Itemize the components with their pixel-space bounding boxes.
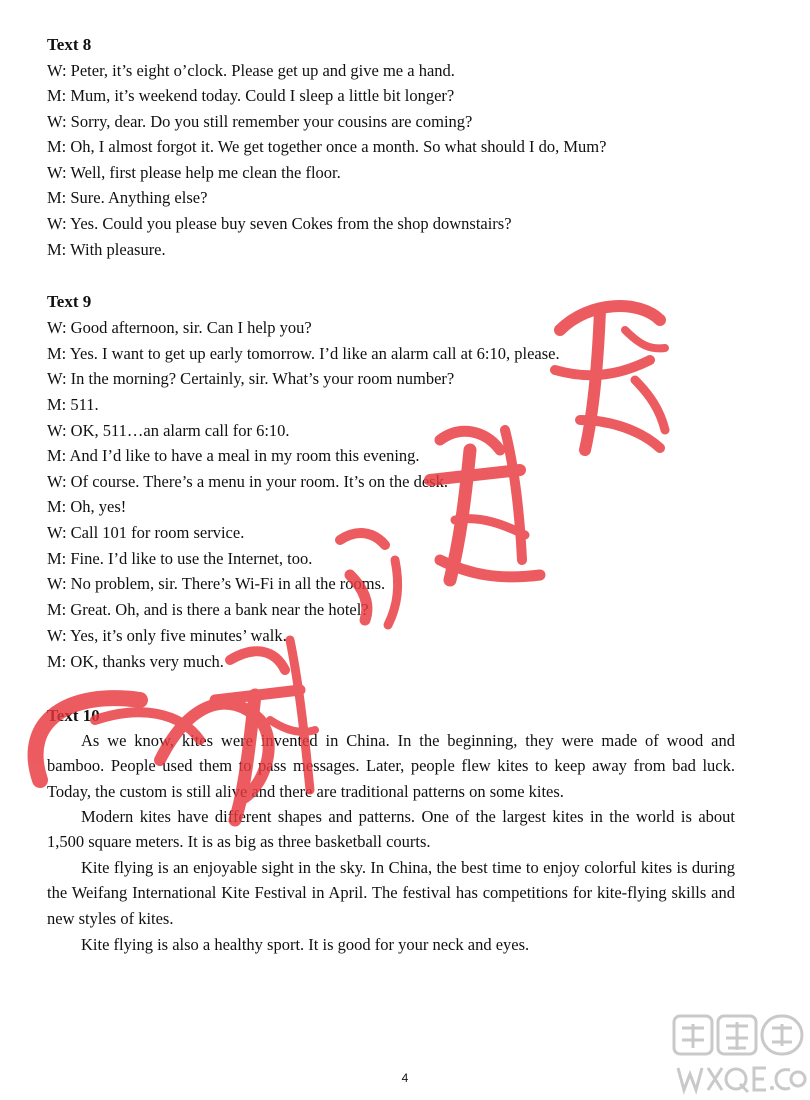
- text8-line: M: With pleasure.: [47, 240, 166, 259]
- text8-line: W: Peter, it’s eight o’clock. Please get up and give me a hand.: [47, 61, 455, 80]
- text9-line: W: Of course. There’s a menu in your room. It’s on the desk.: [47, 472, 448, 491]
- text8-line: W: Sorry, dear. Do you still remember your cousins are coming?: [47, 112, 473, 131]
- text10-paragraph: Modern kites have different shapes and patterns. One of the largest kites in the world is about 1,500 square meters. It is as big as three basketball courts.: [47, 807, 735, 852]
- text10-paragraph: Kite flying is an enjoyable sight in the sky. In China, the best time to enjoy colorful kites is during the Weifang International Kite Festival in April. The festival has competitions for kite-flying skills and new styles of kites.: [47, 858, 735, 928]
- text9-line: M: Fine. I’d like to use the Internet, too.: [47, 549, 313, 568]
- text9-line: W: Good afternoon, sir. Can I help you?: [47, 318, 312, 337]
- text9-line: W: Call 101 for room service.: [47, 523, 245, 542]
- text9-line: M: 511.: [47, 395, 99, 414]
- text10-paragraph: Kite flying is also a healthy sport. It is good for your neck and eyes.: [81, 935, 530, 954]
- text8-line: M: Sure. Anything else?: [47, 188, 208, 207]
- page-number: 4: [401, 1071, 409, 1085]
- text9-line: M: Oh, yes!: [47, 497, 127, 516]
- text9-title: Text 9: [47, 292, 92, 311]
- text10-paragraph: As we know, kites were invented in China. In the beginning, they were made of wood and bamboo. People used them to pass messages. Later, people flew kites to keep away from bad luck. Today, the custom is still alive and there are traditional patterns on some kites.: [47, 731, 735, 801]
- text9-line: M: And I’d like to have a meal in my room this evening.: [47, 446, 420, 465]
- text8-line: W: Well, first please help me clean the floor.: [47, 163, 341, 182]
- text9-line: W: No problem, sir. There’s Wi-Fi in all the rooms.: [47, 574, 386, 593]
- text8-title: Text 8: [47, 35, 92, 54]
- text10-title: Text 10: [47, 706, 100, 725]
- text8-line: W: Yes. Could you please buy seven Cokes from the shop downstairs?: [47, 214, 512, 233]
- text9-line: W: Yes, it’s only five minutes’ walk.: [47, 626, 287, 645]
- text8-line: M: Mum, it’s weekend today. Could I sleep a little bit longer?: [47, 86, 455, 105]
- text8-line: M: Oh, I almost forgot it. We get together once a month. So what should I do, Mum?: [47, 137, 607, 156]
- text9-line: M: Great. Oh, and is there a bank near the hotel?: [47, 600, 369, 619]
- text9-line: W: In the morning? Certainly, sir. What’s your room number?: [47, 369, 455, 388]
- text9-line: M: OK, thanks very much.: [47, 652, 224, 671]
- text9-line: M: Yes. I want to get up early tomorrow. I’d like an alarm call at 6:10, please.: [47, 344, 560, 363]
- text9-line: W: OK, 511…an alarm call for 6:10.: [47, 421, 290, 440]
